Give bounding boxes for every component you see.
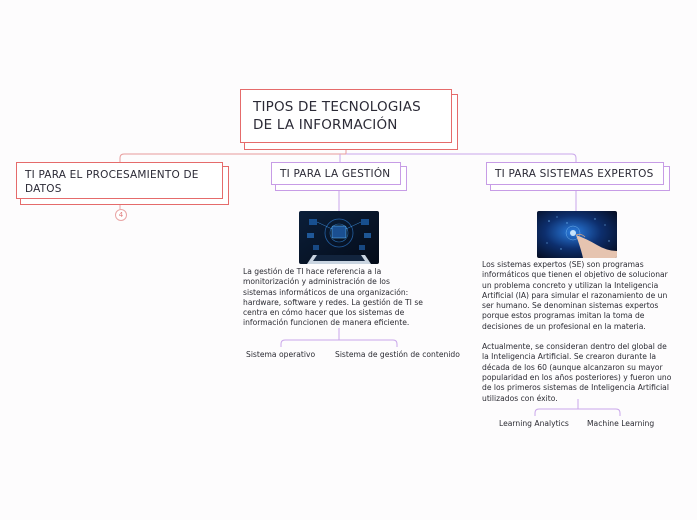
leaf-machine-learning[interactable]: Machine Learning xyxy=(587,419,655,428)
main-topic[interactable] xyxy=(240,89,452,143)
branch-gestion-label: TI PARA LA GESTIÓN xyxy=(280,168,391,180)
branch-sistemas-expertos[interactable] xyxy=(486,162,664,185)
leaf-sistema-operativo[interactable]: Sistema operativo xyxy=(246,350,316,359)
main-title-line-2: DE LA INFORMACIÓN xyxy=(253,117,398,133)
sistemas-expertos-description xyxy=(482,260,674,404)
leaf-learning-analytics[interactable]: Learning Analytics xyxy=(499,419,569,428)
sistemas-expertos-paragraph-2: Actualmente, se consideran dentro del global de la Inteligencia Artificial. Se crearon durante la década de los 60 (aunque alcanzaron su mayor popularidad en los años posteriores) y fueron uno de los primeros sistemas de Inteligencia Artificial utilizados con éxito. xyxy=(482,342,672,403)
digital-management-tablet-image[interactable] xyxy=(299,211,379,264)
gestion-description: La gestión de TI hace referencia a la monitorización y administración de los sistemas informáticos de una organización: hardware, software y redes. La gestión de TI se centra en cómo hacer que los sistemas de información funcionen de manera eficiente. xyxy=(243,267,423,328)
branch-gestion[interactable] xyxy=(271,162,401,185)
main-title-line-1: TIPOS DE TECNOLOGIAS xyxy=(253,99,421,115)
sistemas-expertos-paragraph-1: Los sistemas expertos (SE) son programas informáticos que tienen el objetivo de solucionar un problema concreto y utilizan la Inteligencia Artificial (IA) para simular el razonamiento de un ser humano. Se denominan sistemas expertos porque estos programas imitan la toma de decisiones de un profesional en la materia. xyxy=(482,260,668,331)
leaf-sistema-gestion-contenido[interactable]: Sistema de gestión de contenido xyxy=(335,350,460,359)
branch-procesamiento-label: TI PARA EL PROCESAMIENTO DE DATOS xyxy=(25,169,199,195)
branch-sistemas-expertos-label: TI PARA SISTEMAS EXPERTOS xyxy=(495,168,654,180)
ai-touch-hand-image[interactable] xyxy=(537,211,617,258)
branch-procesamiento-datos[interactable] xyxy=(16,162,223,199)
collapsed-children-badge[interactable]: 4 xyxy=(115,209,127,221)
